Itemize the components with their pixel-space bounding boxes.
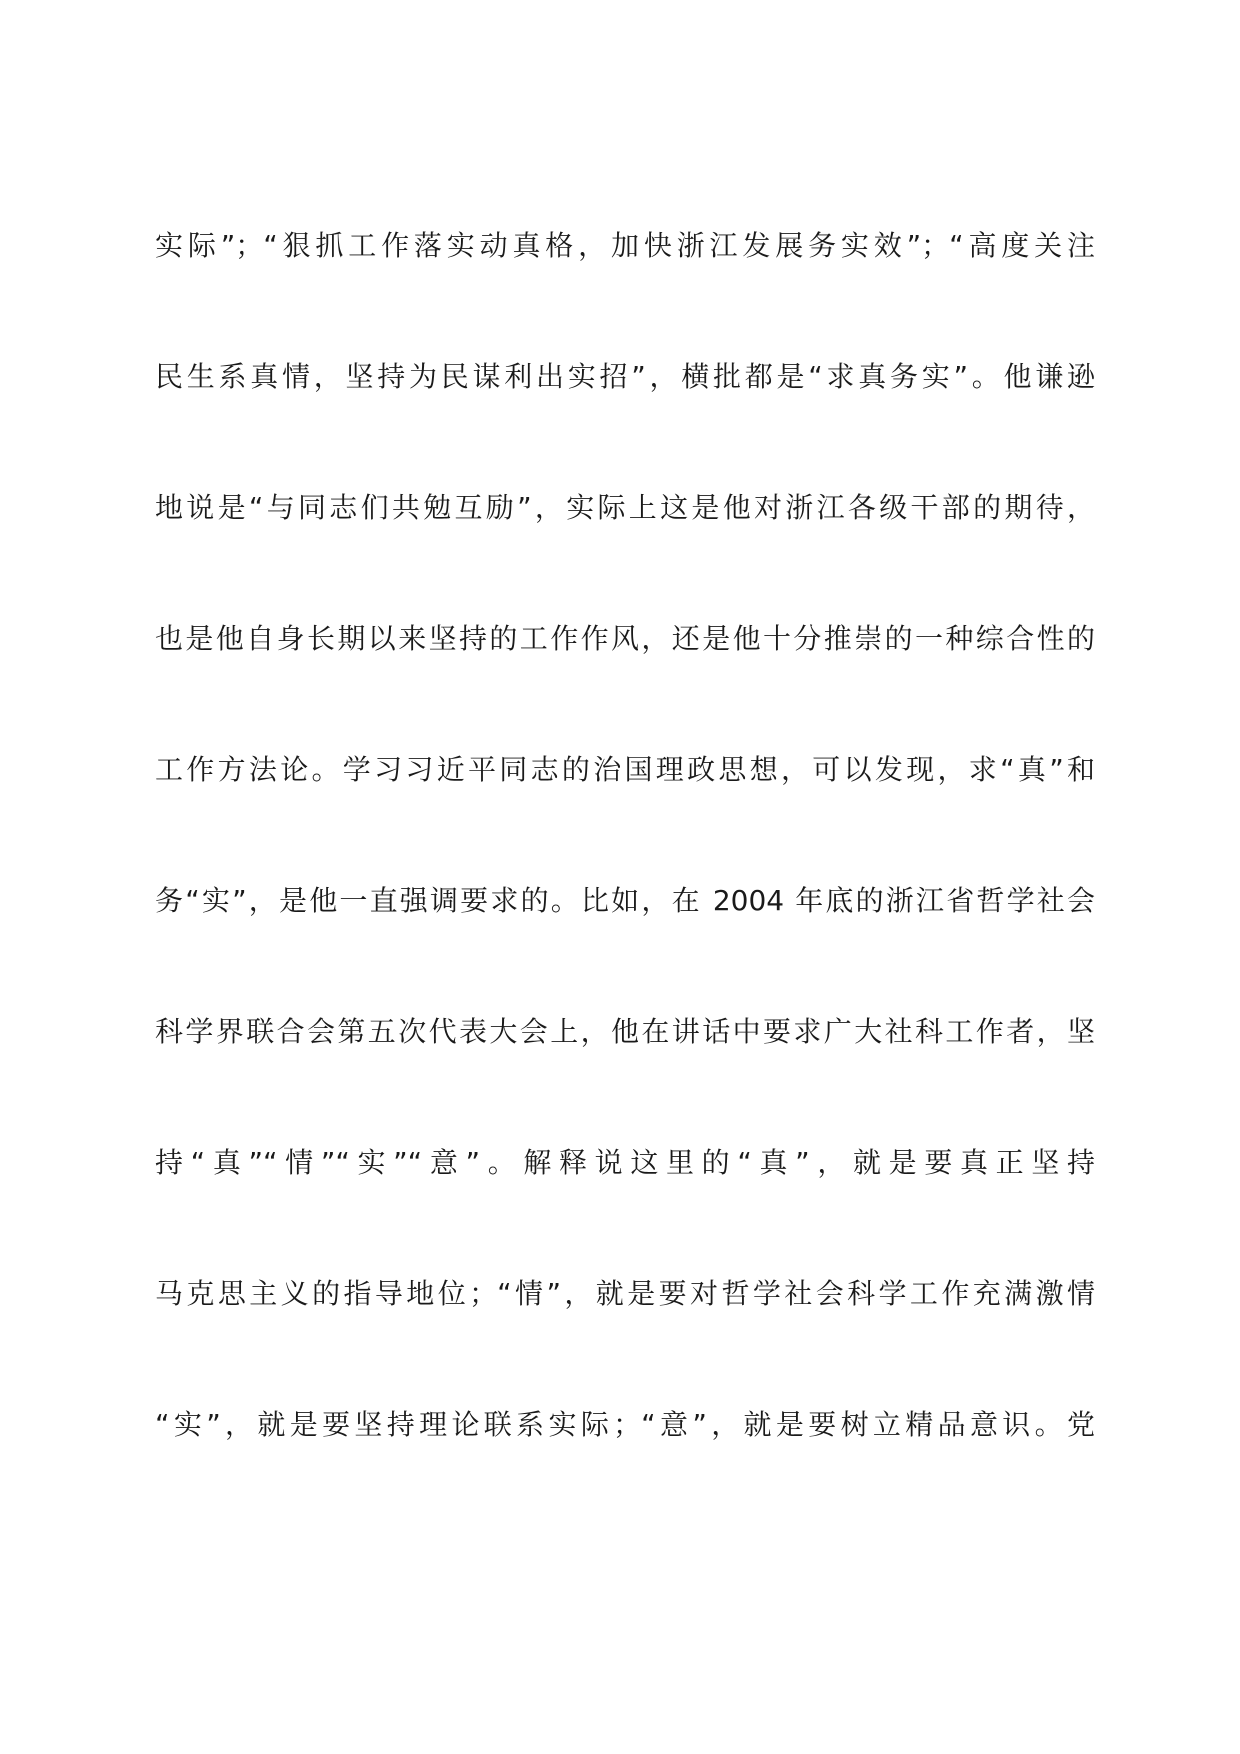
text-line: “实”，就是要坚持理论联系实际；“意”，就是要树立精品意识。党 [155, 1408, 1095, 1441]
text-line: 工作方法论。学习习近平同志的治国理政思想，可以发现，求“真”和 [155, 753, 1095, 786]
text-line: 民生系真情，坚持为民谋利出实招”，横批都是“求真务实”。他谦逊 [155, 360, 1095, 393]
text-line: 持“真”“情”“实”“意”。解释说这里的“真”，就是要真正坚持 [155, 1146, 1095, 1179]
text-line: 务“实”，是他一直强调要求的。比如，在 2004 年底的浙江省哲学社会 [155, 884, 1095, 917]
text-line: 科学界联合会第五次代表大会上，他在讲话中要求广大社科工作者，坚 [155, 1015, 1095, 1048]
text-line: 地说是“与同志们共勉互励”，实际上这是他对浙江各级干部的期待， [155, 491, 1095, 524]
text-line: 马克思主义的指导地位；“情”，就是要对哲学社会科学工作充满激情 [155, 1277, 1095, 1310]
text-line: 实际”；“狠抓工作落实动真格，加快浙江发展务实效”；“高度关注 [155, 229, 1095, 262]
text-line: 也是他自身长期以来坚持的工作作风，还是他十分推崇的一种综合性的 [155, 622, 1095, 655]
